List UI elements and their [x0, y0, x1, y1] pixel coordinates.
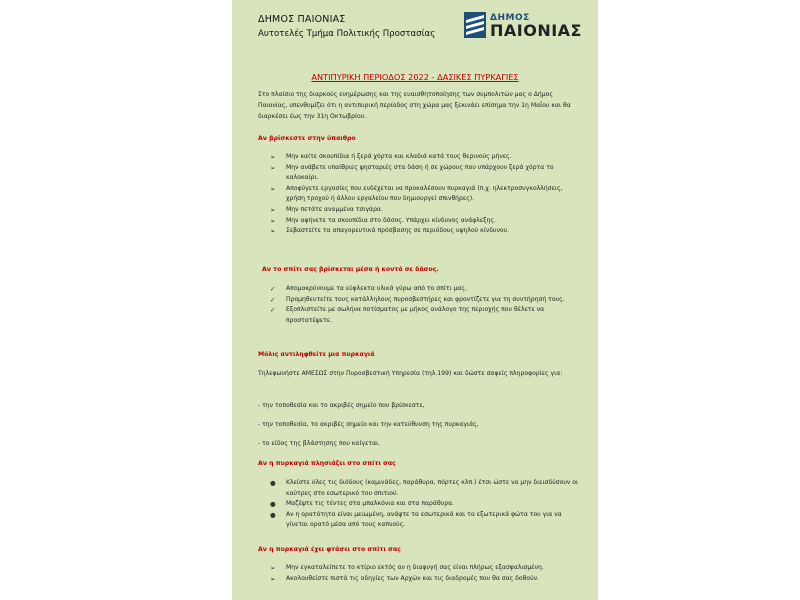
- list-outdoors: [270, 152, 580, 237]
- info-item: - την τοποθεσία και το ακριβές σημείο που βρίσκεστε,: [258, 402, 425, 409]
- info-item: - το είδος της βλάστησης που καίγεται.: [258, 440, 381, 447]
- department-name: Αυτοτελές Τμήμα Πολιτικής Προστασίας: [258, 29, 436, 39]
- check-bullet-icon: ✓: [270, 306, 276, 315]
- document-title: ΑΝΤΙΠΥΡΙΚΗ ΠΕΡΙΟΔΟΣ 2022 - ΔΑΣΙΚΕΣ ΠΥΡΚΑΓΙΕΣ: [311, 72, 519, 82]
- arrow-bullet-icon: ➢: [270, 184, 276, 193]
- dot-bullet-icon: ●: [270, 510, 276, 519]
- check-bullet-icon: ✓: [270, 295, 276, 304]
- intro-paragraph: Στο πλαίσιο της διαρκούς ενημέρωσης και της ευαισθητοποίησης των συμπολιτών μας ο Δήμος Παιονίας, υπενθυμίζει ότι η αντιπυρική περίοδος στη χώρα μας ξεκινάει επίσημα την 1η Μαΐου και θα διαρκέσει έως την 31η Οκτωβρίου.: [258, 91, 571, 120]
- list-item: ✓ Προμηθευτείτε τους κατάλληλους πυροσβεστήρες και φροντίζετε για τη συντήρησή τους.: [270, 295, 565, 304]
- list-fire-reached: [270, 563, 580, 584]
- list-item: ✓ Απομακρύνουμε τα εύφλεκτα υλικά γύρω από το σπίτι μας.: [270, 285, 467, 293]
- section-heading-fire-approaching: Αν η πυρκαγιά πλησιάζει στο σπίτι σας: [258, 460, 396, 467]
- list-item: ➢ Μην πετάτε αναμμένα τσιγάρα.: [270, 205, 383, 214]
- section-heading-notice-fire: Μόλις αντιληφθείτε μια πυρκαγιά: [258, 351, 375, 358]
- municipality-logo: [464, 12, 590, 40]
- document-page: [232, 0, 598, 600]
- list-item: ● Μαζέψτε τις τέντες στα μπαλκόνια και στα παράθυρα.: [270, 500, 455, 509]
- logo-mark-icon: [464, 12, 486, 38]
- list-item: ● Αν η ορατότητα είναι μειωμένη, ανάψτε τα εσωτερικά και τα εξωτερικά φώτα του για να γίνεται ορατό μέσα από τους καπνούς.: [270, 510, 562, 529]
- list-near-home: [270, 284, 580, 326]
- logo-text-top: ΔΗΜΟΣ: [490, 13, 530, 23]
- check-bullet-icon: ✓: [270, 285, 276, 293]
- logo-text-bottom: ΠΑΙΟΝΙΑΣ: [490, 21, 582, 40]
- list-item: ➢ Αποφύγετε εργασίες που ενδέχεται να προκαλέσουν πυρκαγιά (π.χ. ηλεκτροσυγκολλήσεις, χρήση τροχού ή άλλου εργαλείου που δημιουργεί σπινθήρες).: [270, 184, 563, 203]
- list-item: ➢ Μην καίτε σκουπίδια ή ξερά χόρτα και κλαδιά κατά τους θερινούς μήνες.: [270, 153, 512, 161]
- dot-bullet-icon: ●: [270, 479, 276, 487]
- info-item: - την τοποθεσία, το ακριβές σημείο και την κατεύθυνση της πυρκαγιάς,: [258, 421, 479, 428]
- list-fire-approaching: [270, 478, 580, 531]
- list-item: ● Κλείστε όλες τις διόδους (καμινάδες, παράθυρα, πόρτες κλπ.) έτσι ώστε να μην διεισδύσουν οι καύτρες στο εσωτερικό του σπιτιού.: [270, 479, 579, 497]
- section-heading-near-home: Αν το σπίτι σας βρίσκεται μέσα ή κοντά σε δάσος.: [262, 266, 439, 273]
- municipality-name: ΔΗΜΟΣ ΠΑΙΟΝΙΑΣ: [258, 14, 346, 25]
- list-item: ➢ Σεβαστείτε τα απαγορευτικά πρόσβασης σε περιόδους υψηλού κίνδυνου.: [270, 227, 510, 236]
- list-item: ➢ Μην ανάβετε υπαίθριες ψησταριές στα δάση ή σε χώρους που υπάρχουν ξερά χόρτα το καλοκαίρι.: [270, 163, 554, 182]
- arrow-bullet-icon: ➢: [270, 227, 276, 236]
- arrow-bullet-icon: ➢: [270, 574, 276, 583]
- section-heading-outdoors: Αν βρίσκεστε στην ύπαιθρο: [258, 135, 356, 142]
- arrow-bullet-icon: ➢: [270, 205, 276, 214]
- section-heading-fire-reached: Αν η πυρκαγιά έχει φτάσει στο σπίτι σας: [258, 546, 401, 553]
- call-fire-service-text: Τηλεφωνήστε ΑΜΕΣΩΣ στην Πυροσβεστική Υπηρεσία (τηλ.199) και δώστε σαφείς πληροφορίες για:: [258, 370, 563, 377]
- list-item: ➢ Μην εγκαταλείπετε το κτίριο εκτός αν η διαφυγή σας είναι πλήρως εξασφαλισμένη.: [270, 564, 544, 572]
- list-item: ✓ Εξοπλιστείτε με σωλήνα ποτίσματος με μήκος ανάλογο της περιοχής που θέλετε να προστατέψετε.: [270, 306, 545, 324]
- list-item: ➢ Ακολουθείστε πιστά τις οδηγίες των Αρχών και τις διαδρομές που θα σας δοθούν.: [270, 574, 539, 583]
- list-item: ➢ Μην αφήνετε τα σκουπίδια στο δάσος. Υπάρχει κίνδυνος ανάφλεξης.: [270, 216, 496, 225]
- dot-bullet-icon: ●: [270, 500, 276, 509]
- arrow-bullet-icon: ➢: [270, 216, 276, 225]
- letterhead: [258, 14, 435, 39]
- arrow-bullet-icon: ➢: [270, 163, 276, 172]
- arrow-bullet-icon: ➢: [270, 564, 276, 572]
- arrow-bullet-icon: ➢: [270, 153, 276, 161]
